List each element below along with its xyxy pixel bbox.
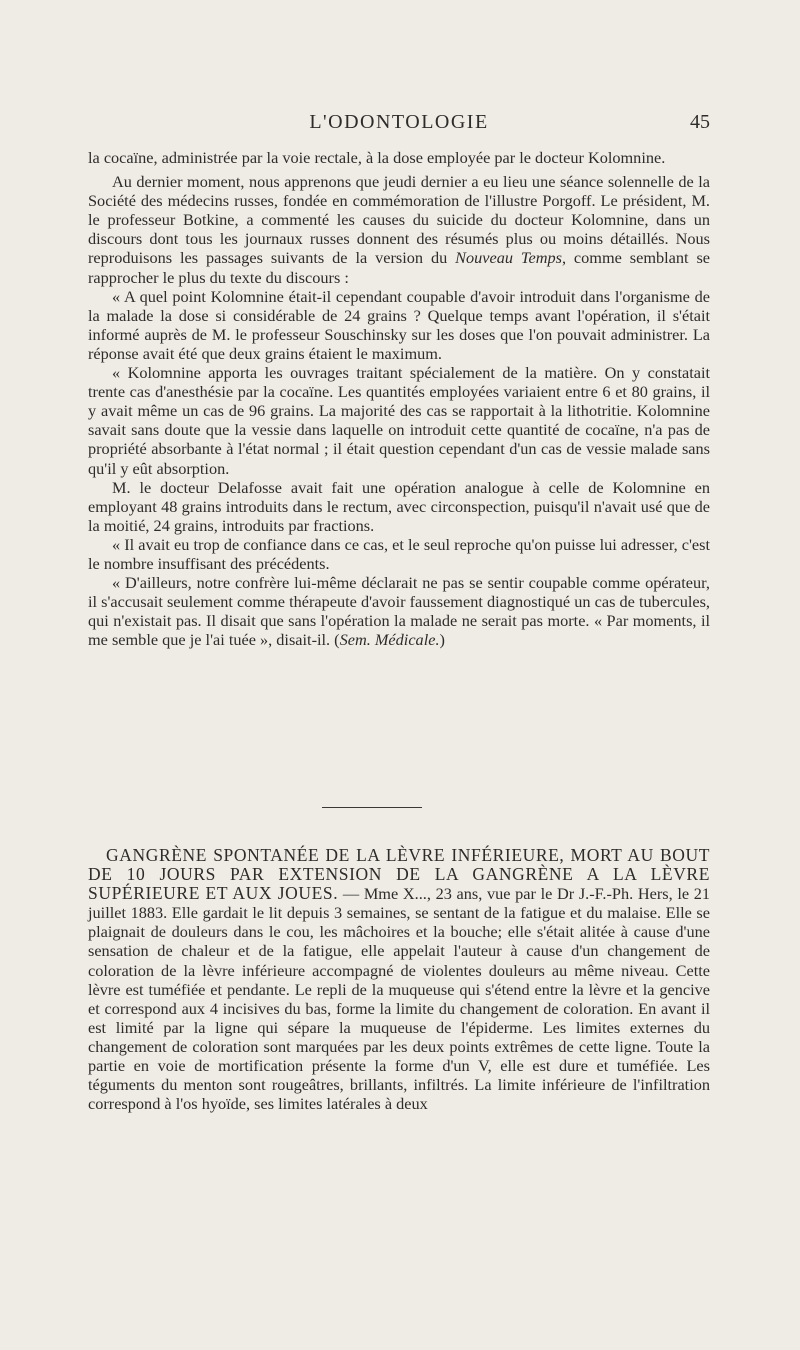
paragraph-6-quote: « Il avait eu trop de confiance dans ce cas, et le seul reproche qu'on puisse lui adresser, c'est le nombre insuffisant des précédents.	[88, 534, 710, 573]
running-head	[88, 111, 710, 141]
paragraph-7-text-b: )	[439, 630, 445, 650]
paragraph-2	[88, 172, 710, 287]
paragraph-5: M. le docteur Delafosse avait fait une opération analogue à celle de Kolomnine en employant 48 grains introduits dans le rectum, avec circonspection, puisqu'il n'avait usé que de la moitié, 24 grains, introduits par fractions.	[88, 477, 710, 535]
running-title: L'ODONTOLOGIE	[309, 111, 489, 133]
paragraph-7-quote	[88, 573, 710, 649]
case-report-block	[88, 846, 710, 1113]
title-dash: —	[338, 884, 364, 904]
paragraph-1: la cocaïne, administrée par la voie rectale, à la dose employée par le docteur Kolomnine.	[88, 148, 666, 167]
paragraph-3-quote: « A quel point Kolomnine était-il cependant coupable d'avoir introduit dans l'organisme de la malade la dose si considérable de 24 grains ? Quelque temps avant l'opération, il s'était informé auprès de M. le professeur Souschinsky sur les doses que l'on pouvait administrer. La réponse avait été que deux grains étaient le maximum.	[88, 286, 710, 363]
section-divider	[322, 807, 422, 808]
section-text: Mme X..., 23 ans, vue par le Dr J.-F.-Ph. Hers, le 21 juillet 1883. Elle gardait le lit depuis 3 semaines, se sentant de la fatigue et du malaise. Elle se plaignait de douleurs dans le cou, les mâchoires et la bouche; elle s'était alitée à cause d'une sensation de chaleur et de la fatigue, elle appelait l'auteur à cause d'un changement de coloration de la lèvre inférieure accompagné de violentes douleurs au même niveau. Cette lèvre est tuméfiée et pendante. Le repli de la muqueuse qui s'étend entre la lèvre et la gencive et correspond aux 4 incisives du bas, forme la limite du changement de coloration. En avant il est limité par la ligne qui sépare la muqueuse de l'épiderme. Les limites externes du changement de coloration sont marquées par les deux points extrêmes de cette ligne. Toute la partie en voie de mortification présente la forme d'un V, elle est dure et tuméfiée. Les téguments du menton sont rougeâtres, brillants, infiltrés. La limite inférieure de l'infiltration correspond à l'os hyoïde, ses limites latérales à deux	[88, 884, 711, 1114]
section-title: GANGRÈNE SPONTANÉE DE LA LÈVRE INFÉRIEURE, MORT AU BOUT DE 10 JOURS PAR EXTENSION DE LA GANGRÈNE A LA LÈVRE SUPÉRIEURE ET AUX JOUES.	[88, 845, 710, 904]
paragraph-2-text-a: Au dernier moment, nous apprenons que jeudi dernier a eu lieu une séance solennelle de la Société des médecins russes, fondée en commémoration de l'illustre Porgoff. Le président, M. le professeur Botkine, a commenté les causes du suicide du docteur Kolomnine, dans un discours dont tous les journaux russes donnent des résumés plus ou moins détaillés. Nous reproduisons les passages suivants de la version du	[88, 172, 710, 268]
source-citation: Sem. Médicale.	[339, 630, 440, 650]
newspaper-title: Nouveau Temps	[455, 248, 562, 268]
paragraph-2-text-b: , comme semblant se rapprocher le plus du texte du discours :	[88, 248, 711, 287]
paragraph-4-quote: « Kolomnine apporta les ouvrages traitant spécialement de la matière. On y constatait trente cas d'anesthésie par la cocaïne. Les quantités employées variaient entre 6 et 80 grains, il y avait même un cas de 96 grains. La majorité des cas se rapportait à la lithotritie. Kolomnine savait sans doute que la vessie dans laquelle on introduit cette quantité de cocaïne, n'a pas de propriété absorbante à l'état normal ; il était question cependant d'un cas de vessie malade sans qu'il y eût absorption.	[88, 363, 710, 478]
paragraph-7-text-a: « D'ailleurs, notre confrère lui-même déclarait ne pas se sentir coupable comme opérateur, il s'accusait seulement comme thérapeute d'avoir faussement diagnostiqué un cas de tubercules, qui n'existait pas. Il disait que sans l'opération la malade ne serait pas morte. « Par moments, il me semble que je l'ai tuée », disait-il. (	[88, 573, 710, 650]
page-number: 45	[690, 111, 710, 133]
case-report	[88, 846, 710, 1113]
article-body	[88, 148, 710, 649]
